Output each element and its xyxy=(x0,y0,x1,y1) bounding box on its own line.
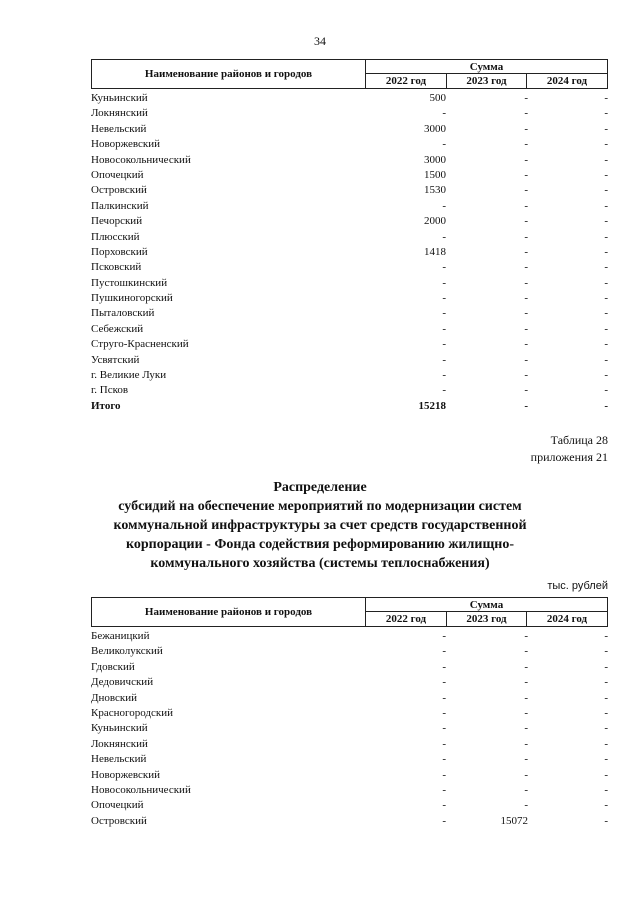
value-2024: - xyxy=(604,322,608,335)
value-2023: - xyxy=(524,168,528,181)
table-row xyxy=(91,768,608,783)
column-header-sum: Сумма xyxy=(366,60,607,74)
value-2024: - xyxy=(604,799,608,812)
district-name: Куньинский xyxy=(91,722,148,735)
value-2024: - xyxy=(604,353,608,366)
value-2023: - xyxy=(524,722,528,735)
table1-body xyxy=(91,91,608,414)
value-2022: - xyxy=(442,737,446,750)
value-2024: - xyxy=(604,753,608,766)
value-2022: 3000 xyxy=(424,122,446,135)
table-row xyxy=(91,168,608,183)
table-row xyxy=(91,629,608,644)
district-name: Пыталовский xyxy=(91,307,155,320)
table-row xyxy=(91,675,608,690)
table-row xyxy=(91,230,608,245)
district-name: Новосокольнический xyxy=(91,153,191,166)
column-header-name: Наименование районов и городов xyxy=(92,60,366,88)
value-2022: - xyxy=(442,753,446,766)
value-2022: - xyxy=(442,768,446,781)
column-header-2023: 2023 год xyxy=(447,612,527,626)
value-2023: - xyxy=(524,292,528,305)
value-2024: - xyxy=(604,168,608,181)
column-header-name: Наименование районов и городов xyxy=(92,598,366,626)
table-reference xyxy=(531,432,608,466)
title-line: корпорации - Фонда содействия реформированию жилищно- xyxy=(125,537,515,552)
document-title xyxy=(60,478,580,573)
value-2023: - xyxy=(524,184,528,197)
value-2022: - xyxy=(442,230,446,243)
value-2023: - xyxy=(524,230,528,243)
table-row xyxy=(91,153,608,168)
units-label: тыс. рублей xyxy=(547,580,608,592)
table-row xyxy=(91,137,608,152)
value-2022: - xyxy=(442,369,446,382)
table-number: Таблица 28 xyxy=(550,433,608,447)
table-row xyxy=(91,353,608,368)
value-2024: - xyxy=(604,230,608,243)
page-number: 34 xyxy=(314,34,326,48)
district-name: Островский xyxy=(91,814,147,827)
value-2024: - xyxy=(604,184,608,197)
value-2024: - xyxy=(604,153,608,166)
value-2022: - xyxy=(442,783,446,796)
column-header-2024: 2024 год xyxy=(546,75,588,87)
district-name: Гдовский xyxy=(91,660,135,673)
value-2024: - xyxy=(604,691,608,704)
value-2024: - xyxy=(604,245,608,258)
district-name: Новоржевский xyxy=(91,138,161,151)
table1-header xyxy=(91,59,608,89)
table-row xyxy=(91,291,608,306)
total-2024: - xyxy=(604,399,608,412)
value-2023: - xyxy=(524,276,528,289)
district-name: Невельский xyxy=(91,753,147,766)
value-2024: - xyxy=(604,369,608,382)
value-2023: - xyxy=(524,353,528,366)
value-2024: - xyxy=(604,630,608,642)
table-row xyxy=(91,721,608,736)
value-2023: - xyxy=(524,799,528,812)
value-2023: - xyxy=(524,122,528,135)
value-2023: - xyxy=(524,768,528,781)
district-name: Опочецкий xyxy=(91,168,144,181)
district-name: Дедовичский xyxy=(91,676,154,689)
value-2023: - xyxy=(524,630,528,642)
table-row xyxy=(91,260,608,275)
district-name: Себежский xyxy=(91,322,144,335)
table2-body xyxy=(91,629,608,829)
table-row xyxy=(91,106,608,121)
value-2022: - xyxy=(442,814,446,827)
table2-header xyxy=(91,597,608,627)
district-name: Порховский xyxy=(91,245,148,258)
value-2023: - xyxy=(524,691,528,704)
value-2022: - xyxy=(442,722,446,735)
value-2024: - xyxy=(604,276,608,289)
column-header-2022: 2022 год xyxy=(366,74,447,88)
district-name: Псковский xyxy=(91,261,142,274)
value-2022: - xyxy=(442,630,446,642)
value-2022: - xyxy=(442,676,446,689)
value-2024: - xyxy=(604,676,608,689)
table-row xyxy=(91,737,608,752)
value-2023: - xyxy=(524,322,528,335)
value-2022: 3000 xyxy=(424,153,446,166)
value-2023: - xyxy=(524,307,528,320)
value-2023: - xyxy=(524,245,528,258)
value-2023: - xyxy=(524,753,528,766)
table-row xyxy=(91,814,608,829)
column-header-2024: 2024 год xyxy=(546,613,588,625)
value-2022: 2000 xyxy=(424,215,446,228)
table-row xyxy=(91,368,608,383)
title-line: коммунальной инфраструктуры за счет средств государственной xyxy=(113,518,527,533)
value-2024: - xyxy=(604,645,608,658)
value-2023: - xyxy=(524,215,528,228)
district-name: Опочецкий xyxy=(91,799,144,812)
value-2023: - xyxy=(524,706,528,719)
table-row xyxy=(91,798,608,813)
table-row xyxy=(91,337,608,352)
district-name: Невельский xyxy=(91,122,147,135)
value-2024: - xyxy=(604,768,608,781)
value-2024: - xyxy=(604,706,608,719)
total-label: Итого xyxy=(91,399,121,412)
value-2024: - xyxy=(604,199,608,212)
value-2022: - xyxy=(442,107,446,120)
table-row xyxy=(91,660,608,675)
value-2024: - xyxy=(604,138,608,151)
column-header-2023: 2023 год xyxy=(447,74,527,88)
value-2022: - xyxy=(442,691,446,704)
value-2024: - xyxy=(604,338,608,351)
column-header-sum: Сумма xyxy=(366,598,607,612)
value-2024: - xyxy=(604,307,608,320)
table-row xyxy=(91,214,608,229)
district-name: Великолукский xyxy=(91,645,163,658)
value-2022: 1418 xyxy=(424,245,446,258)
table-row xyxy=(91,306,608,321)
district-name: Красногородский xyxy=(91,706,174,719)
table-row xyxy=(91,122,608,137)
value-2024: - xyxy=(604,122,608,135)
appendix-number: приложения 21 xyxy=(530,450,608,464)
district-name: Локнянский xyxy=(91,737,148,750)
value-2024: - xyxy=(604,660,608,673)
district-name: Бежаницкий xyxy=(91,630,150,642)
district-name: Дновский xyxy=(91,691,138,704)
district-name: г. Псков xyxy=(91,384,129,397)
value-2022: - xyxy=(442,353,446,366)
value-2023: - xyxy=(524,783,528,796)
table-row xyxy=(91,644,608,659)
district-name: Пушкиногорский xyxy=(91,292,173,305)
value-2022: - xyxy=(442,292,446,305)
value-2023: - xyxy=(524,92,528,104)
total-2023: - xyxy=(524,399,528,412)
title-line: коммунального хозяйства (системы теплоснабжения) xyxy=(150,556,490,571)
value-2024: - xyxy=(604,92,608,104)
district-name: Палкинский xyxy=(91,199,149,212)
value-2022: 1500 xyxy=(424,168,446,181)
district-name: Усвятский xyxy=(91,353,140,366)
value-2022: - xyxy=(442,322,446,335)
value-2022: - xyxy=(442,307,446,320)
value-2022: - xyxy=(442,138,446,151)
value-2023: - xyxy=(524,369,528,382)
district-name: Островский xyxy=(91,184,147,197)
district-name: г. Великие Луки xyxy=(91,369,167,382)
table-row xyxy=(91,322,608,337)
table-row xyxy=(91,706,608,721)
table-row xyxy=(91,752,608,767)
title-line: Распределение xyxy=(273,480,367,495)
value-2022: - xyxy=(442,706,446,719)
value-2022: - xyxy=(442,276,446,289)
value-2023: - xyxy=(524,199,528,212)
value-2022: - xyxy=(442,261,446,274)
value-2022: - xyxy=(442,799,446,812)
value-2024: - xyxy=(604,722,608,735)
value-2022: - xyxy=(442,199,446,212)
table-row xyxy=(91,691,608,706)
total-2022: 15218 xyxy=(418,399,446,412)
table-row xyxy=(91,245,608,260)
title-line: субсидий на обеспечение мероприятий по модернизации систем xyxy=(118,499,522,514)
value-2022: 500 xyxy=(429,92,446,104)
value-2024: - xyxy=(604,261,608,274)
district-name: Куньинский xyxy=(91,92,148,104)
value-2024: - xyxy=(604,384,608,397)
value-2024: - xyxy=(604,292,608,305)
district-name: Новосокольнический xyxy=(91,783,191,796)
district-name: Пустошкинский xyxy=(91,276,168,289)
value-2023: 15072 xyxy=(500,814,528,827)
value-2023: - xyxy=(524,338,528,351)
value-2022: - xyxy=(442,660,446,673)
district-name: Плюсский xyxy=(91,230,140,243)
value-2024: - xyxy=(604,814,608,827)
total-row xyxy=(91,399,608,414)
district-name: Новоржевский xyxy=(91,768,161,781)
value-2022: 1530 xyxy=(424,184,446,197)
value-2022: - xyxy=(442,384,446,397)
table-row xyxy=(91,783,608,798)
table-row xyxy=(91,91,608,106)
table-row xyxy=(91,276,608,291)
value-2024: - xyxy=(604,215,608,228)
value-2023: - xyxy=(524,737,528,750)
table-row xyxy=(91,383,608,398)
value-2023: - xyxy=(524,261,528,274)
value-2024: - xyxy=(604,737,608,750)
district-name: Локнянский xyxy=(91,107,148,120)
value-2023: - xyxy=(524,107,528,120)
table-row xyxy=(91,199,608,214)
value-2022: - xyxy=(442,338,446,351)
value-2023: - xyxy=(524,384,528,397)
value-2023: - xyxy=(524,645,528,658)
value-2023: - xyxy=(524,676,528,689)
value-2023: - xyxy=(524,138,528,151)
value-2023: - xyxy=(524,153,528,166)
value-2022: - xyxy=(442,645,446,658)
value-2024: - xyxy=(604,107,608,120)
value-2023: - xyxy=(524,660,528,673)
value-2024: - xyxy=(604,783,608,796)
district-name: Струго-Красненский xyxy=(91,338,189,351)
column-header-2022: 2022 год xyxy=(366,612,447,626)
district-name: Печорский xyxy=(91,215,143,228)
table-row xyxy=(91,183,608,198)
